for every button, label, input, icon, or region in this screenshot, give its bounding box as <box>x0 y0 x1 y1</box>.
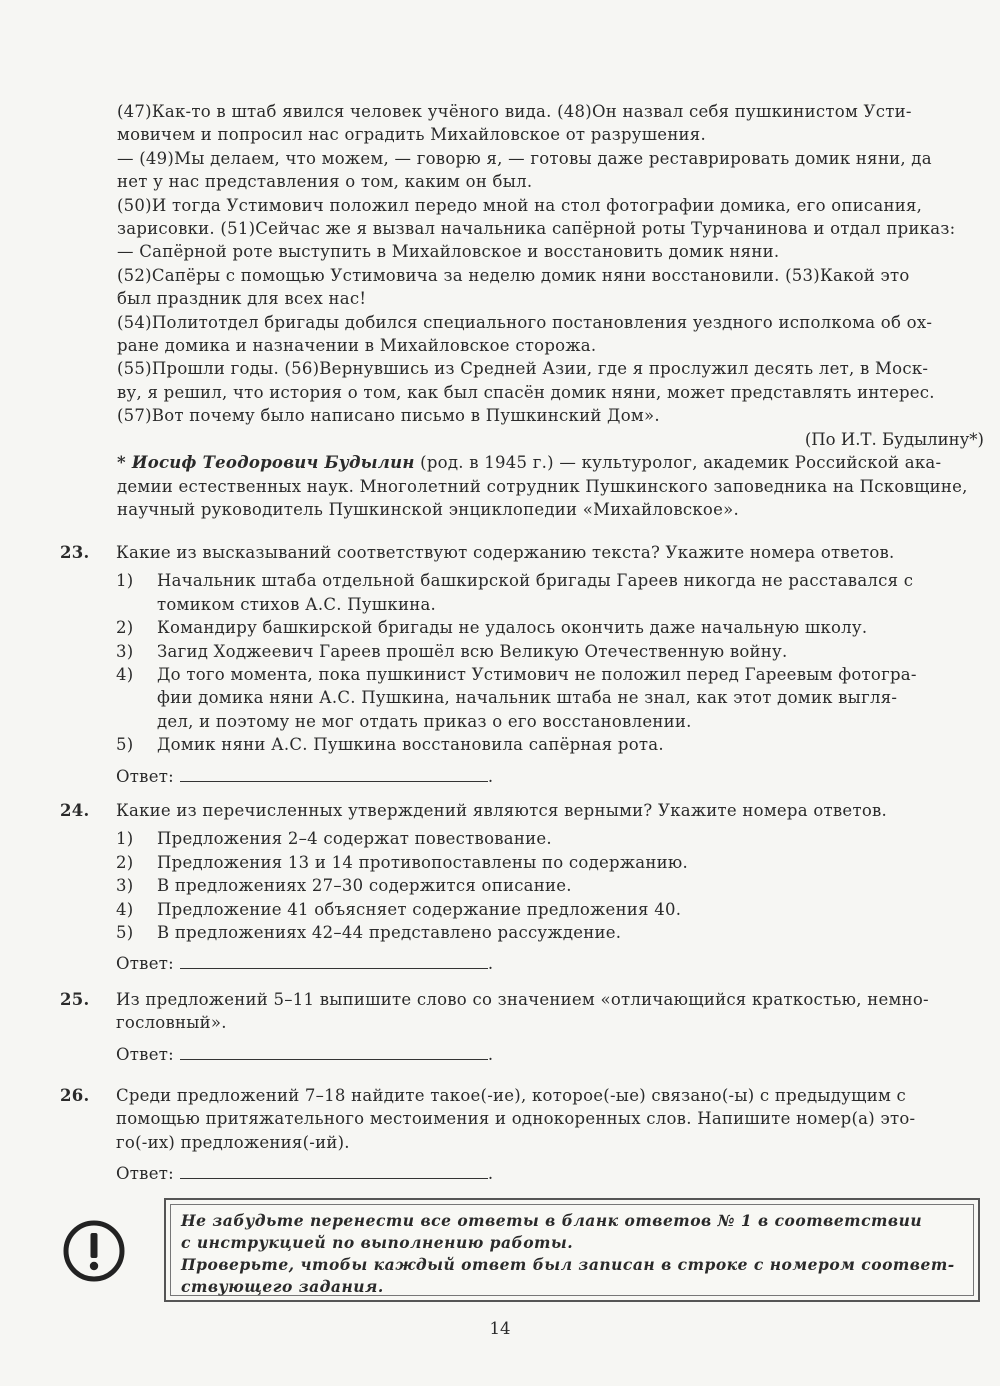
answer-label: Ответ: <box>116 1044 174 1064</box>
answer-field[interactable] <box>180 1160 488 1179</box>
answer-row: Ответ: . <box>116 950 984 975</box>
task-number: 23. <box>60 543 90 562</box>
option-list <box>116 827 984 944</box>
task-question: Из предложений 5–11 выпишите слово со значением «отличающийся краткостью, немно- гословный». <box>116 990 929 1033</box>
option-2: 2) Предложения 13 и 14 противопоставлены по содержанию. <box>116 852 688 872</box>
task-question: Какие из перечисленных утверждений являются верными? Укажите номера ответов. <box>116 801 888 820</box>
task-question: Какие из высказываний соответствуют содержанию текста? Укажите номера ответов. <box>116 543 895 562</box>
option-4: 4) До того момента, пока пушкинист Устимович не положил перед Гареевым фотогра- фии домика няни А.С. Пушкина, начальник штаба не знал, как этот домик выгля- дел, и поэтому не мог отдать приказ о его восстановлении. <box>116 665 917 731</box>
answer-row: Ответ: . <box>116 763 984 788</box>
option-4: 4) Предложение 41 объясняет содержание предложения 40. <box>116 899 682 919</box>
answer-label: Ответ: <box>116 954 174 974</box>
paragraph-52: (52)Сапёры с помощью Устимовича за неделю домик няни восстановили. (53)Какой это был праздник для всех нас! <box>117 265 910 309</box>
option-3: 3) Загид Ходжеевич Гареев прошёл всю Великую Отечественную войну. <box>116 641 788 661</box>
task-number: 25. <box>60 990 90 1009</box>
answer-row: Ответ: . <box>116 1160 984 1185</box>
task-question: Среди предложений 7–18 найдите такое(-ие), которое(-ые) связано(-ы) с предыдущим с помощью притяжательного местоимения и однокоренных слов. Напишите номер(а) это- го(-их) предложения(-ий). <box>116 1086 916 1152</box>
story-text <box>60 100 984 521</box>
option-2: 2) Командиру башкирской бригады не удалось окончить даже начальную школу. <box>116 618 868 638</box>
paragraph-47: (47)Как-то в штаб явился человек учёного вида. (48)Он назвал себя пушкинистом Усти- мовичем и попросил нас оградить Михайловское от разрушения. <box>117 102 912 145</box>
option-5: 5) Домик няни А.С. Пушкина восстановила сапёрная рота. <box>116 735 664 755</box>
answer-field[interactable] <box>180 1041 488 1060</box>
notice-text: Не забудьте перенести все ответы в бланк ответов № 1 в соответствии с инструкцией по выполнению работы. Проверьте, чтобы каждый ответ был записан в строке с номером соответ- ствующего задания. <box>170 1204 974 1296</box>
option-5: 5) В предложениях 42–44 представлено рассуждение. <box>116 923 622 943</box>
task-26 <box>60 1084 984 1186</box>
notice-box <box>164 1198 980 1302</box>
answer-label: Ответ: <box>116 1164 174 1184</box>
option-3: 3) В предложениях 27–30 содержится описание. <box>116 876 572 896</box>
paragraph-49: — (49)Мы делаем, что можем, — говорю я, — готовы даже реставрировать домик няни, да нет у нас представления о том, каким он был. <box>117 148 932 192</box>
bio-author-name: * Иосиф Теодорович Будылин <box>117 453 415 473</box>
paragraph-55: (55)Прошли годы. (56)Вернувшись из Средней Азии, где я прослужил десять лет, в Моск- ву, я решил, что история о том, как был спасён домик няни, может представлять интерес. (57)Вот почему было написано письмо в Пушкинский Дом». <box>117 359 935 426</box>
answer-label: Ответ: <box>116 766 174 786</box>
answer-row: Ответ: . <box>116 1041 984 1066</box>
option-list <box>116 569 984 756</box>
task-23 <box>60 541 984 788</box>
paragraph-50: (50)И тогда Устимович положил передо мной на стол фотографии домика, его описания, зарисовки. (51)Сейчас же я вызвал начальника сапёрной роты Турчанинова и отдал приказ: — Сапёрной роте выступить в Михайловское и восстановить домик няни. <box>60 194 984 264</box>
paragraph-54: (54)Политотдел бригады добился специального постановления уездного исполкома об ох- ране домика и назначении в Михайловское сторожа. <box>117 312 933 356</box>
task-25 <box>60 988 984 1066</box>
answer-field[interactable] <box>180 950 488 969</box>
option-1: 1) Предложения 2–4 содержат повествование. <box>116 829 552 849</box>
task-number: 26. <box>60 1086 90 1105</box>
option-1: 1) Начальник штаба отдельной башкирской бригады Гареев никогда не расставался с томиком стихов А.С. Пушкина. <box>116 571 914 614</box>
answer-field[interactable] <box>180 763 488 782</box>
task-24 <box>60 799 984 976</box>
exclamation-circle-icon <box>62 1219 126 1283</box>
author-bio: * Иосиф Теодорович Будылин (род. в 1945 г.) — культуролог, академик Российской ака- демии естественных наук. Многолетний сотрудник Пушкинского заповедника на Псковщине, научный руководитель Пушкинской энциклопедии «Михайловское». <box>117 453 968 519</box>
task-number: 24. <box>60 801 90 820</box>
page-number: 14 <box>489 1319 511 1338</box>
attribution: (По И.Т. Будылину*) <box>804 429 984 449</box>
order-line: — Сапёрной роте выступить в Михайловское и восстановить домик няни. <box>117 242 780 262</box>
